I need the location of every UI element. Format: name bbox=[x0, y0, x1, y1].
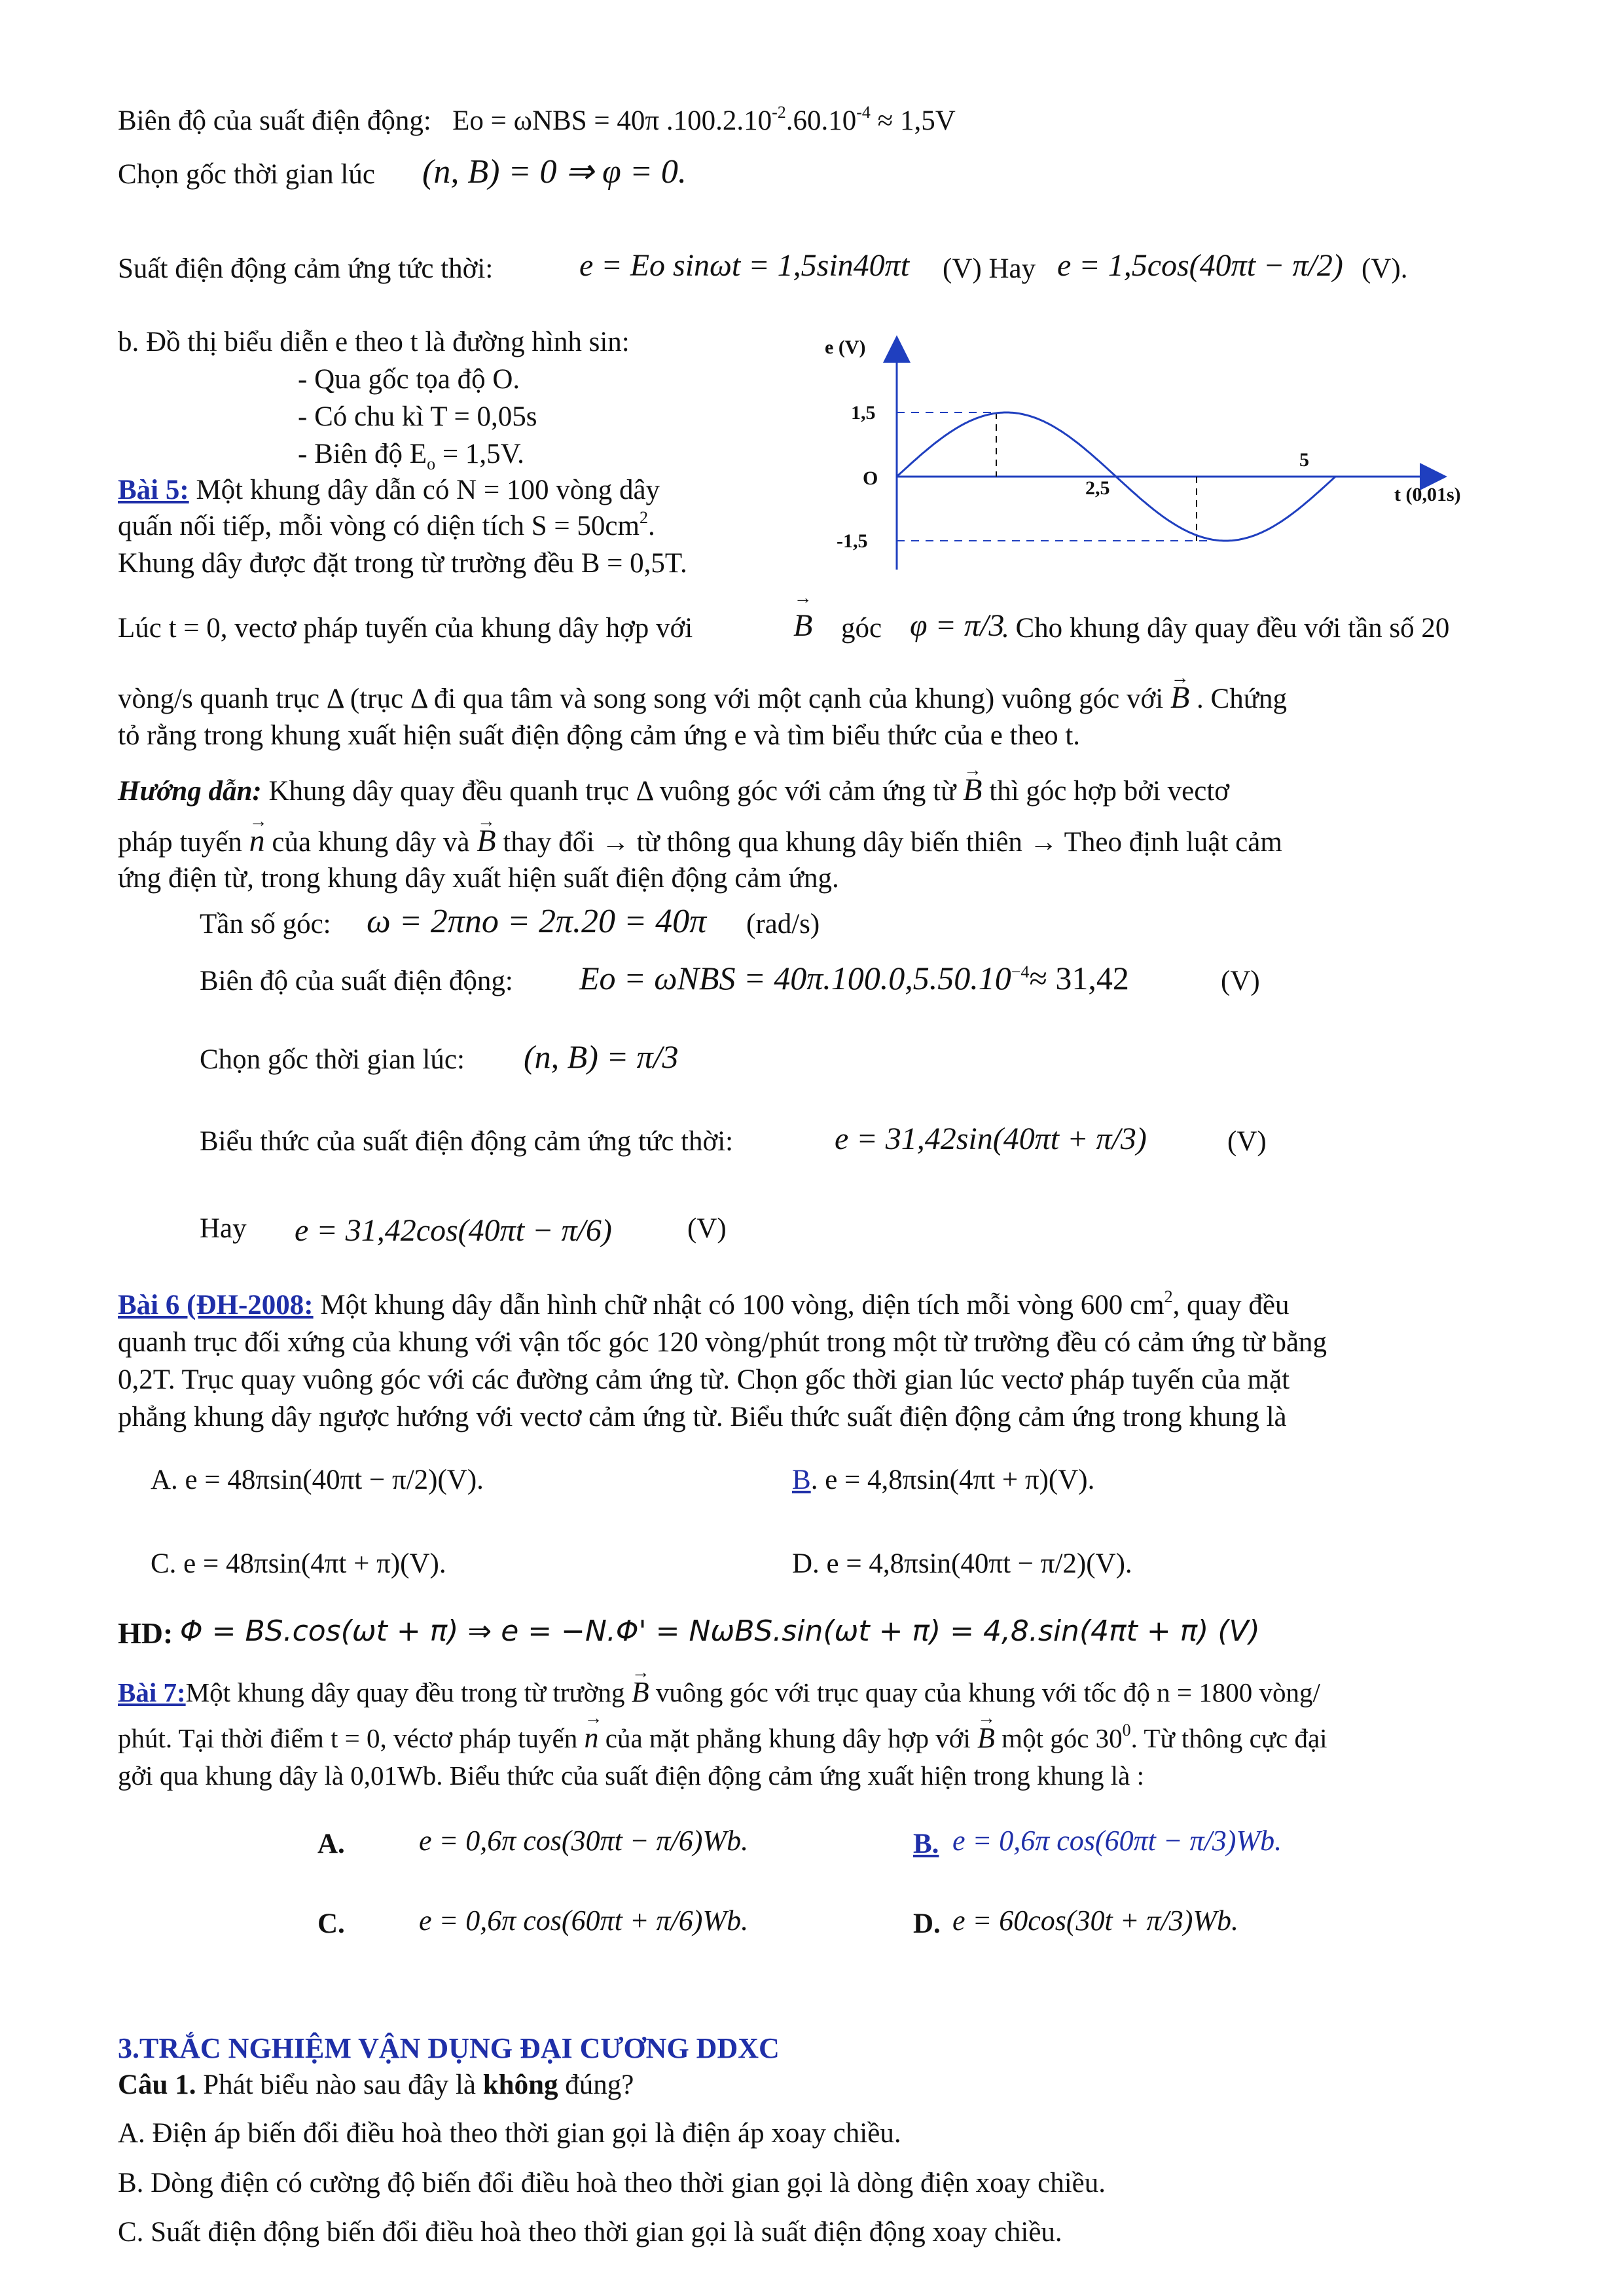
amplitude-formula: Eo = ωNBS = 40π .100.2.10 bbox=[452, 105, 772, 136]
bai7-option-c[interactable]: e = 0,6π cos(60πt + π/6)Wb. bbox=[419, 1904, 749, 1937]
bai6-line3: 0,2T. Trục quay vuông góc với các đường cảm ứng từ. Chọn gốc thời gian lúc vectơ pháp tuyến của mặt bbox=[118, 1364, 1290, 1395]
e0-formula bbox=[579, 959, 1129, 997]
bai5-hd-line1 bbox=[118, 773, 1229, 809]
bai5-line5 bbox=[118, 680, 1287, 717]
amplitude-exp2: -4 bbox=[856, 103, 871, 122]
tick-full: 5 bbox=[1299, 449, 1309, 471]
bai7-option-d-letter[interactable]: D. bbox=[913, 1908, 941, 1939]
intro-line-phase bbox=[118, 157, 375, 192]
amplitude-mid: .60.10 bbox=[785, 105, 857, 136]
hd-text2c: thay đổi → từ thông qua khung dây biến thiên → Theo định luật cảm bbox=[503, 827, 1282, 858]
hd-text2b: của khung dây và bbox=[272, 827, 470, 858]
n-symbol: → n bbox=[249, 824, 265, 859]
bai5-hd-line3: ứng điện từ, trong khung dây xuất hiện suất điện động cảm ứng. bbox=[118, 863, 839, 894]
bai5-text1: Một khung dây dẫn có N = 100 vòng dây bbox=[196, 475, 660, 505]
bai6-line2: quanh trục đối xứng của khung với vận tốc góc 120 vòng/phút trong một từ trường đều có cảm ứng từ bằng bbox=[118, 1327, 1327, 1358]
bai6-option-b[interactable] bbox=[792, 1463, 1094, 1498]
bai5-text2b: . bbox=[647, 511, 655, 541]
tick-origin: O bbox=[863, 467, 878, 489]
instant-unit: (V) Hay bbox=[943, 253, 1036, 284]
bai5-text4a: Lúc t = 0, vectơ pháp tuyến của khung dây hợp với bbox=[118, 613, 693, 644]
vector-b bbox=[793, 608, 812, 644]
hd-label: Hướng dẫn: bbox=[118, 776, 262, 807]
b-symbol-4: → B bbox=[477, 824, 496, 859]
hd-text1b: thì góc hợp bởi vectơ bbox=[989, 776, 1230, 807]
e0-exp: −4 bbox=[1011, 962, 1030, 981]
amplitude-exp1: -2 bbox=[772, 103, 786, 122]
bai6-line4: phẳng khung dây ngược hướng với vectơ cảm ứng từ. Biểu thức suất điện động cảm ứng trong khung là bbox=[118, 1402, 1287, 1432]
bai5-text5b: . Chứng bbox=[1197, 683, 1288, 714]
b-symbol-5: → B bbox=[632, 1675, 649, 1710]
bai5-hd-line2 bbox=[118, 824, 1282, 860]
question-1-option-a[interactable]: A. Điện áp biến đổi điều hoà theo thời gian gọi là điện áp xoay chiều. bbox=[118, 2118, 901, 2149]
bai7-option-a[interactable]: e = 0,6π cos(30πt − π/6)Wb. bbox=[419, 1825, 749, 1857]
bai7-sup: 0 bbox=[1122, 1721, 1131, 1740]
bai5-angle: φ = π/3 bbox=[910, 608, 1005, 643]
bai6-option-d[interactable]: D. e = 4,8πsin(40πt − π/2)(V). bbox=[792, 1548, 1132, 1579]
bai6-option-b-letter: B bbox=[792, 1465, 811, 1495]
bai7-text2d: . Từ thông cực đại bbox=[1130, 1723, 1327, 1753]
bai7-option-a-letter[interactable]: A. bbox=[317, 1829, 345, 1859]
bai6-line1 bbox=[118, 1288, 1290, 1323]
b-symbol: → B bbox=[793, 608, 812, 644]
instant-cos-unit: (V). bbox=[1362, 253, 1408, 284]
b-symbol-2: → B bbox=[1170, 680, 1189, 716]
phase-label: Chọn gốc thời gian lúc bbox=[118, 159, 375, 190]
question-1-label: Câu 1. bbox=[118, 2069, 196, 2100]
phase-formula: (n, B) = 0 ⇒ φ = 0. bbox=[422, 153, 687, 191]
bai5-text5a: vòng/s quanh trục Δ (trục Δ đi qua tâm và song song với một cạnh của khung) vuông góc với bbox=[118, 683, 1164, 714]
part-b-item-1: - Qua gốc tọa độ O. bbox=[298, 364, 520, 395]
omega-formula: ω = 2πno = 2π.20 = 40π bbox=[367, 903, 707, 940]
tick-bottom: -1,5 bbox=[837, 530, 868, 552]
bai7-option-c-letter[interactable]: C. bbox=[317, 1908, 345, 1939]
omega-label: Tần số góc: bbox=[200, 909, 331, 939]
bai6-hd-label: HD: bbox=[118, 1616, 173, 1650]
bai5-line1 bbox=[118, 473, 660, 508]
phase-formula-2: (n, B) = π/3 bbox=[524, 1038, 679, 1075]
bai7-line3: gởi qua khung dây là 0,01Wb. Biểu thức của suất điện động cảm ứng xuất hiện trong khung là : bbox=[118, 1760, 1144, 1791]
bai6-option-c[interactable]: C. e = 48πsin(4πt + π)(V). bbox=[151, 1548, 446, 1579]
bai7-option-b[interactable]: e = 0,6π cos(60πt − π/3)Wb. bbox=[952, 1825, 1282, 1857]
bai5-text2: quấn nối tiếp, mỗi vòng có diện tích S = 50cm bbox=[118, 511, 640, 541]
omega-unit: (rad/s) bbox=[746, 909, 820, 939]
phase-label-2: Chọn gốc thời gian lúc: bbox=[200, 1044, 465, 1075]
tick-half: 2,5 bbox=[1085, 477, 1110, 499]
question-1-option-b[interactable]: B. Dòng điện có cường độ biến đổi điều hoà theo thời gian gọi là dòng điện xoay chiều. bbox=[118, 2168, 1106, 2198]
n-symbol-2: → n bbox=[585, 1721, 599, 1756]
section3-heading: 3.TRẮC NGHIỆM VẬN DỤNG ĐẠI CƯƠNG DDXC bbox=[118, 2032, 780, 2064]
e0-formula-text: Eo = ωNBS = 40π.100.0,5.50.10 bbox=[579, 960, 1011, 996]
bai7-line2 bbox=[118, 1721, 1327, 1756]
bai5-sup: 2 bbox=[639, 508, 648, 527]
expr-label: Biểu thức của suất điện động cảm ứng tức thời: bbox=[200, 1126, 734, 1157]
bai5-line3: Khung dây được đặt trong từ trường đều B = 0,5T. bbox=[118, 548, 687, 579]
bai6-option-a[interactable]: A. e = 48πsin(40πt − π/2)(V). bbox=[151, 1465, 484, 1495]
intro-line-instant bbox=[118, 251, 493, 287]
bai5-title[interactable]: Bài 5: bbox=[118, 475, 189, 505]
question-1-option-c[interactable]: C. Suất điện động biến đổi điều hoà theo thời gian gọi là suất điện động xoay chiều. bbox=[118, 2217, 1062, 2248]
bai7-text1a: Một khung dây quay đều trong từ trường bbox=[185, 1677, 625, 1707]
bai5-line2 bbox=[118, 509, 655, 544]
e0-label: Biên độ của suất điện động: bbox=[200, 966, 513, 996]
hd-text2a: pháp tuyến bbox=[118, 827, 242, 858]
instant-label: Suất điện động cảm ứng tức thời: bbox=[118, 253, 494, 284]
question-1-text-b: đúng? bbox=[565, 2069, 634, 2100]
bai7-option-b-letter[interactable]: B. bbox=[913, 1829, 939, 1859]
bai6-hd-formula: Φ = BS.cos(ωt + π) ⇒ e = −N.Φ' = NωBS.sin(ωt + π) = 4,8.sin(4πt + π) (V) bbox=[180, 1614, 1260, 1648]
bai6-text1b: , quay đều bbox=[1172, 1290, 1290, 1321]
e0-result: ≈ 31,42 bbox=[1029, 960, 1129, 996]
y-axis-label: e (V) bbox=[825, 337, 866, 358]
question-1-text-a: Phát biểu nào sau đây là bbox=[203, 2069, 476, 2100]
bai5-line4 bbox=[118, 611, 693, 646]
part-b-item-3 bbox=[298, 437, 524, 472]
tick-top: 1,5 bbox=[851, 402, 876, 424]
amplitude-label: Biên độ của suất điện động: bbox=[118, 105, 431, 136]
bai7-text1b: vuông góc với trục quay của khung với tốc độ n = 1800 vòng/ bbox=[655, 1677, 1320, 1707]
expr-unit: (V) bbox=[1227, 1126, 1267, 1157]
bai7-text2a: phút. Tại thời điểm t = 0, véctơ pháp tuyến bbox=[118, 1723, 578, 1753]
part-b-item-2: - Có chu kì T = 0,05s bbox=[298, 401, 537, 432]
hay-formula: e = 31,42cos(40πt − π/6) bbox=[295, 1213, 612, 1248]
part-b-title: b. Đồ thị biểu diễn e theo t là đường hình sin: bbox=[118, 327, 630, 357]
amplitude-result: ≈ 1,5V bbox=[877, 105, 956, 136]
question-1 bbox=[118, 2068, 634, 2103]
bai7-option-d[interactable]: e = 60cos(30t + π/3)Wb. bbox=[952, 1904, 1239, 1937]
hd-text1a: Khung dây quay đều quanh trục Δ vuông góc với cảm ứng từ bbox=[268, 776, 956, 807]
amp-sub: o bbox=[427, 454, 436, 473]
bai5-angle-label: góc bbox=[841, 613, 882, 644]
amp-label: - Biên độ E bbox=[298, 439, 427, 469]
bai6-sup: 2 bbox=[1164, 1287, 1173, 1306]
amp-value: = 1,5V. bbox=[442, 439, 524, 469]
bai7-title[interactable]: Bài 7: bbox=[118, 1677, 186, 1707]
e0-unit: (V) bbox=[1221, 966, 1260, 996]
bai6-title[interactable]: Bài 6 (ĐH-2008: bbox=[118, 1290, 314, 1321]
intro-line-amplitude bbox=[118, 103, 956, 139]
instant-cos-formula: e = 1,5cos(40πt − π/2) bbox=[1057, 248, 1343, 283]
bai7-text2c: một góc 30 bbox=[1001, 1723, 1123, 1753]
question-1-bold: không bbox=[482, 2069, 558, 2100]
bai5-line6: tỏ rằng trong khung xuất hiện suất điện động cảm ứng e và tìm biểu thức của e theo t. bbox=[118, 720, 1081, 751]
x-axis-label: t (0,01s) bbox=[1394, 484, 1461, 505]
bai6-text1a: Một khung dây dẫn hình chữ nhật có 100 vòng, diện tích mỗi vòng 600 cm bbox=[320, 1290, 1164, 1321]
b-symbol-3: → B bbox=[963, 773, 982, 808]
sine-graph bbox=[812, 327, 1519, 576]
hay-unit: (V) bbox=[687, 1213, 727, 1244]
instant-formula: e = Eo sinωt = 1,5sin40πt bbox=[579, 248, 910, 283]
expr-formula: e = 31,42sin(40πt + π/3) bbox=[835, 1121, 1147, 1156]
bai7-text2b: của mặt phẳng khung dây hợp với bbox=[605, 1723, 971, 1753]
bai7-line1 bbox=[118, 1675, 1320, 1710]
hay-label: Hay bbox=[200, 1213, 247, 1244]
bai5-text4c: . Cho khung dây quay đều với tần số 20 bbox=[1001, 613, 1450, 644]
bai6-option-b-text: . e = 4,8πsin(4πt + π)(V). bbox=[810, 1465, 1095, 1495]
b-symbol-6: → B bbox=[977, 1721, 995, 1756]
